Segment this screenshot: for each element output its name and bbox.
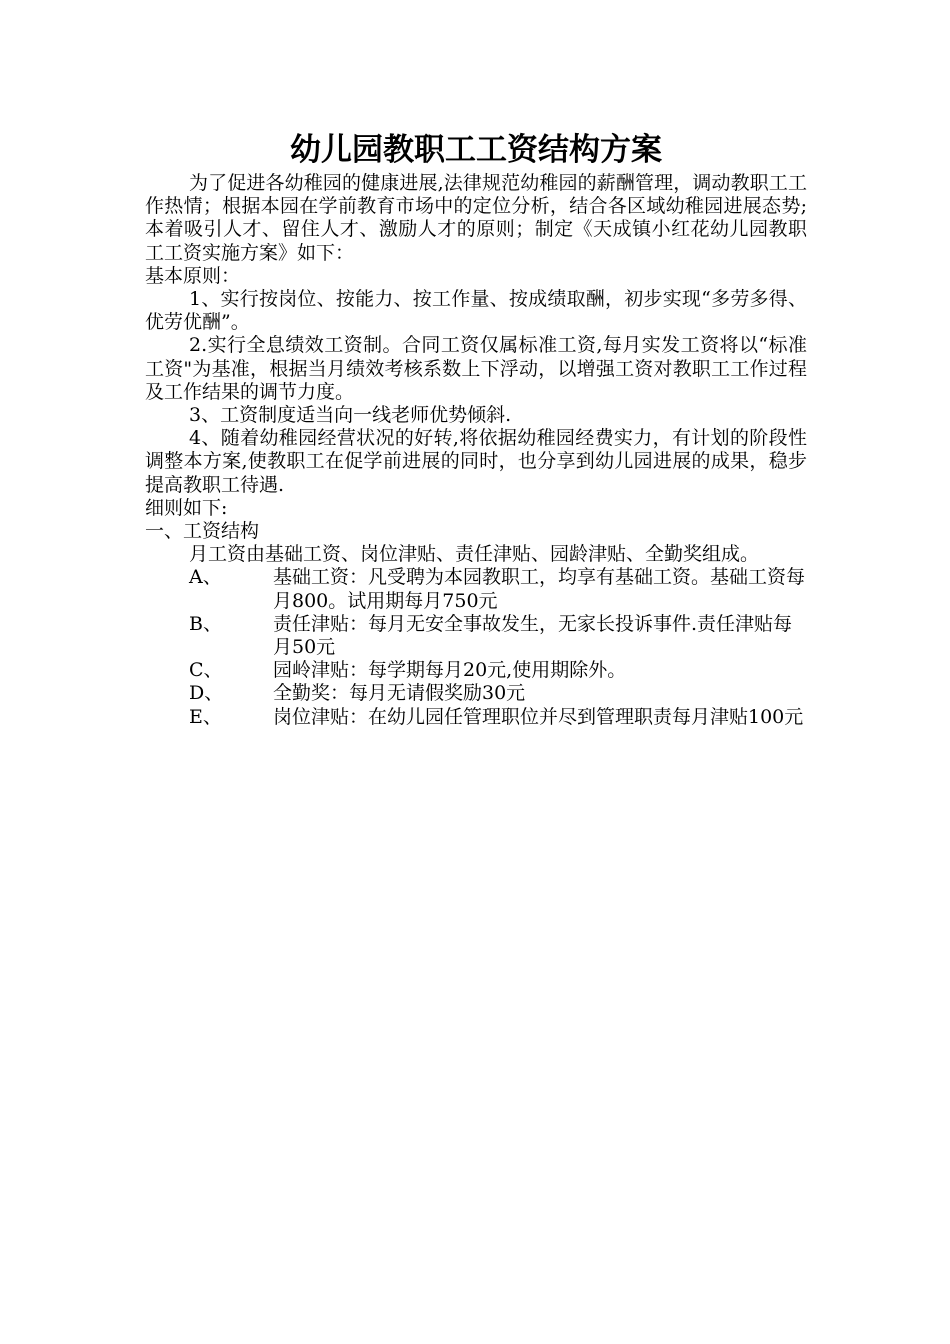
- section-heading: 一、工资结构: [145, 520, 260, 543]
- details-heading: 细则如下:: [145, 496, 228, 519]
- principle-item: 4、随着幼稚园经营状况的好转,将依据幼稚园经费实力，有计划的阶段性调整本方案,使教职工在促学前进展的同时，也分享到幼儿园进展的成果，稳步提高教职工待遇.: [145, 427, 807, 496]
- list-item: [145, 613, 807, 659]
- list-item-letter: C、: [189, 659, 223, 682]
- list-item-text: 基础工资：凡受聘为本园教职工，均享有基础工资。基础工资每月800。试用期每月750元: [273, 566, 806, 612]
- list-item-letter: D、: [189, 682, 224, 705]
- principle-item: 1、实行按岗位、按能力、按工作量、按成绩取酬，初步实现“多劳多得、优劳优酬”。: [145, 288, 807, 334]
- list-item-letter: A、: [189, 566, 222, 589]
- list-item-text: 岗位津贴：在幼儿园任管理职位并尽到管理职责每月津贴100元: [273, 705, 804, 728]
- principles-heading: 基本原则：: [145, 264, 241, 287]
- intro-paragraph: 为了促进各幼稚园的健康进展,法律规范幼稚园的薪酬管理，调动教职工工作热情；根据本园在学前教育市场中的定位分析，结合各区域幼稚园进展态势;本着吸引人才、留住人才、激励人才的原则；制定《天成镇小红花幼儿园教职工工资实施方案》如下：: [145, 172, 807, 264]
- list-item-letter: E、: [189, 705, 222, 728]
- list-item-text: 园岭津贴：每学期每月20元,使用期除外。: [273, 659, 627, 682]
- document-title: 幼儿园教职工工资结构方案: [290, 132, 662, 168]
- list-item: [145, 682, 807, 705]
- principle-item: 3、工资制度适当向一线老师优势倾斜.: [189, 404, 512, 427]
- section-intro: 月工资由基础工资、岗位津贴、责任津贴、园龄津贴、全勤奖组成。: [189, 543, 760, 566]
- list-item: [145, 706, 807, 729]
- document-page: [145, 0, 807, 729]
- principle-item: 2.实行全息绩效工资制。合同工资仅属标准工资,每月实发工资将以“标准工资"为基准，根据当月绩效考核系数上下浮动，以增强工资对教职工工作过程及工作结果的调节力度。: [145, 334, 807, 403]
- list-item: [145, 566, 807, 612]
- list-item: [145, 659, 807, 682]
- list-item-text: 全勤奖：每月无请假奖励30元: [273, 682, 526, 705]
- list-item-letter: B、: [189, 612, 222, 635]
- list-item-text: 责任津贴：每月无安全事故发生，无家长投诉事件.责任津贴每月50元: [273, 612, 793, 659]
